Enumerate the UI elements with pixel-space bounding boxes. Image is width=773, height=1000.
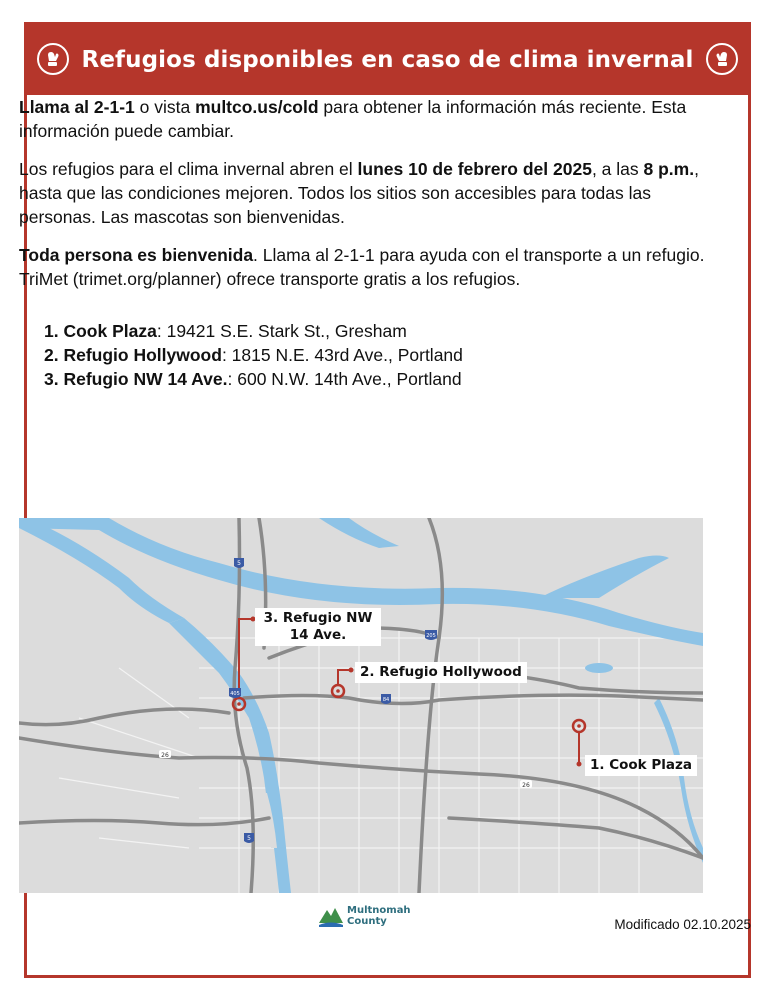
text: , a las: [591, 159, 644, 179]
shelter-address: : 19421 S.E. Stark St., Gresham: [156, 321, 407, 341]
list-item: [44, 319, 709, 343]
website-link[interactable]: multco.us/cold: [195, 97, 319, 117]
text: , hasta que las condiciones mejoren. Todos los sitios son accesibles para todas las personas. Las mascotas son bienvenidas.: [19, 159, 699, 227]
route-26-right: [520, 780, 532, 789]
route-26-left: [159, 750, 171, 759]
callout-cook-plaza: 1. Cook Plaza: [585, 755, 697, 776]
text: para obtener la información más reciente. Esta información puede cambiar.: [19, 97, 687, 141]
intro-paragraph-3: [19, 243, 709, 291]
welcome-text: Toda persona es bienvenida: [19, 245, 254, 265]
shelter-map: [19, 518, 703, 893]
callout-refugio-nw: [255, 608, 381, 646]
shelter-list: [44, 319, 709, 391]
svg-text:205: 205: [426, 633, 436, 639]
intro-paragraph-2: [19, 157, 709, 229]
logo-text: Multnomah: [347, 905, 411, 916]
mitten-icon: [706, 43, 738, 75]
item-number: 1.: [44, 321, 59, 341]
map-graphic: [19, 518, 703, 893]
item-number: 3.: [44, 369, 59, 389]
mountain-icon: [318, 905, 344, 927]
svg-text:84: 84: [382, 697, 390, 703]
text: Los refugios para el clima invernal abren el: [19, 159, 358, 179]
header-banner: [27, 25, 748, 95]
svg-text:5: 5: [247, 835, 251, 842]
shelter-address: : 1815 N.E. 43rd Ave., Portland: [221, 345, 463, 365]
page-title: Refugios disponibles en caso de clima invernal: [81, 47, 694, 73]
svg-text:26: 26: [161, 752, 169, 759]
callout-refugio-hollywood: 2. Refugio Hollywood: [355, 662, 527, 683]
shield-5-top: [234, 558, 244, 568]
multnomah-county-logo: [318, 905, 411, 927]
shelter-name: Cook Plaza: [63, 321, 157, 341]
intro-content: [19, 95, 709, 391]
list-item: [44, 367, 709, 391]
shield-84: [381, 694, 391, 704]
shelter-name: Refugio NW 14 Ave.: [63, 369, 228, 389]
callout-line: 3. Refugio NW: [263, 610, 373, 626]
shelter-name: Refugio Hollywood: [63, 345, 222, 365]
open-date: lunes 10 de febrero del 2025: [357, 159, 592, 179]
svg-text:26: 26: [522, 782, 530, 789]
mitten-icon: [37, 43, 69, 75]
callout-line: 14 Ave.: [289, 627, 347, 643]
logo-text: County: [347, 916, 387, 927]
text: . Llama al 2-1-1 para ayuda con el transporte a un refugio. TriMet (trimet.org/planner) ofrece transporte gratis a los refugios.: [19, 245, 705, 289]
shield-405: [229, 688, 241, 698]
modified-date: Modificado 02.10.2025: [614, 917, 751, 932]
intro-paragraph-1: [19, 95, 709, 143]
shield-5-bottom: [244, 833, 254, 843]
item-number: 2.: [44, 345, 59, 365]
open-time: 8 p.m.: [643, 159, 695, 179]
svg-text:5: 5: [237, 560, 241, 567]
shield-205: [425, 630, 437, 640]
text: o vista: [134, 97, 196, 117]
shelter-address: : 600 N.W. 14th Ave., Portland: [227, 369, 462, 389]
svg-text:405: 405: [230, 691, 240, 697]
call-211: Llama al 2-1-1: [19, 97, 135, 117]
list-item: [44, 343, 709, 367]
